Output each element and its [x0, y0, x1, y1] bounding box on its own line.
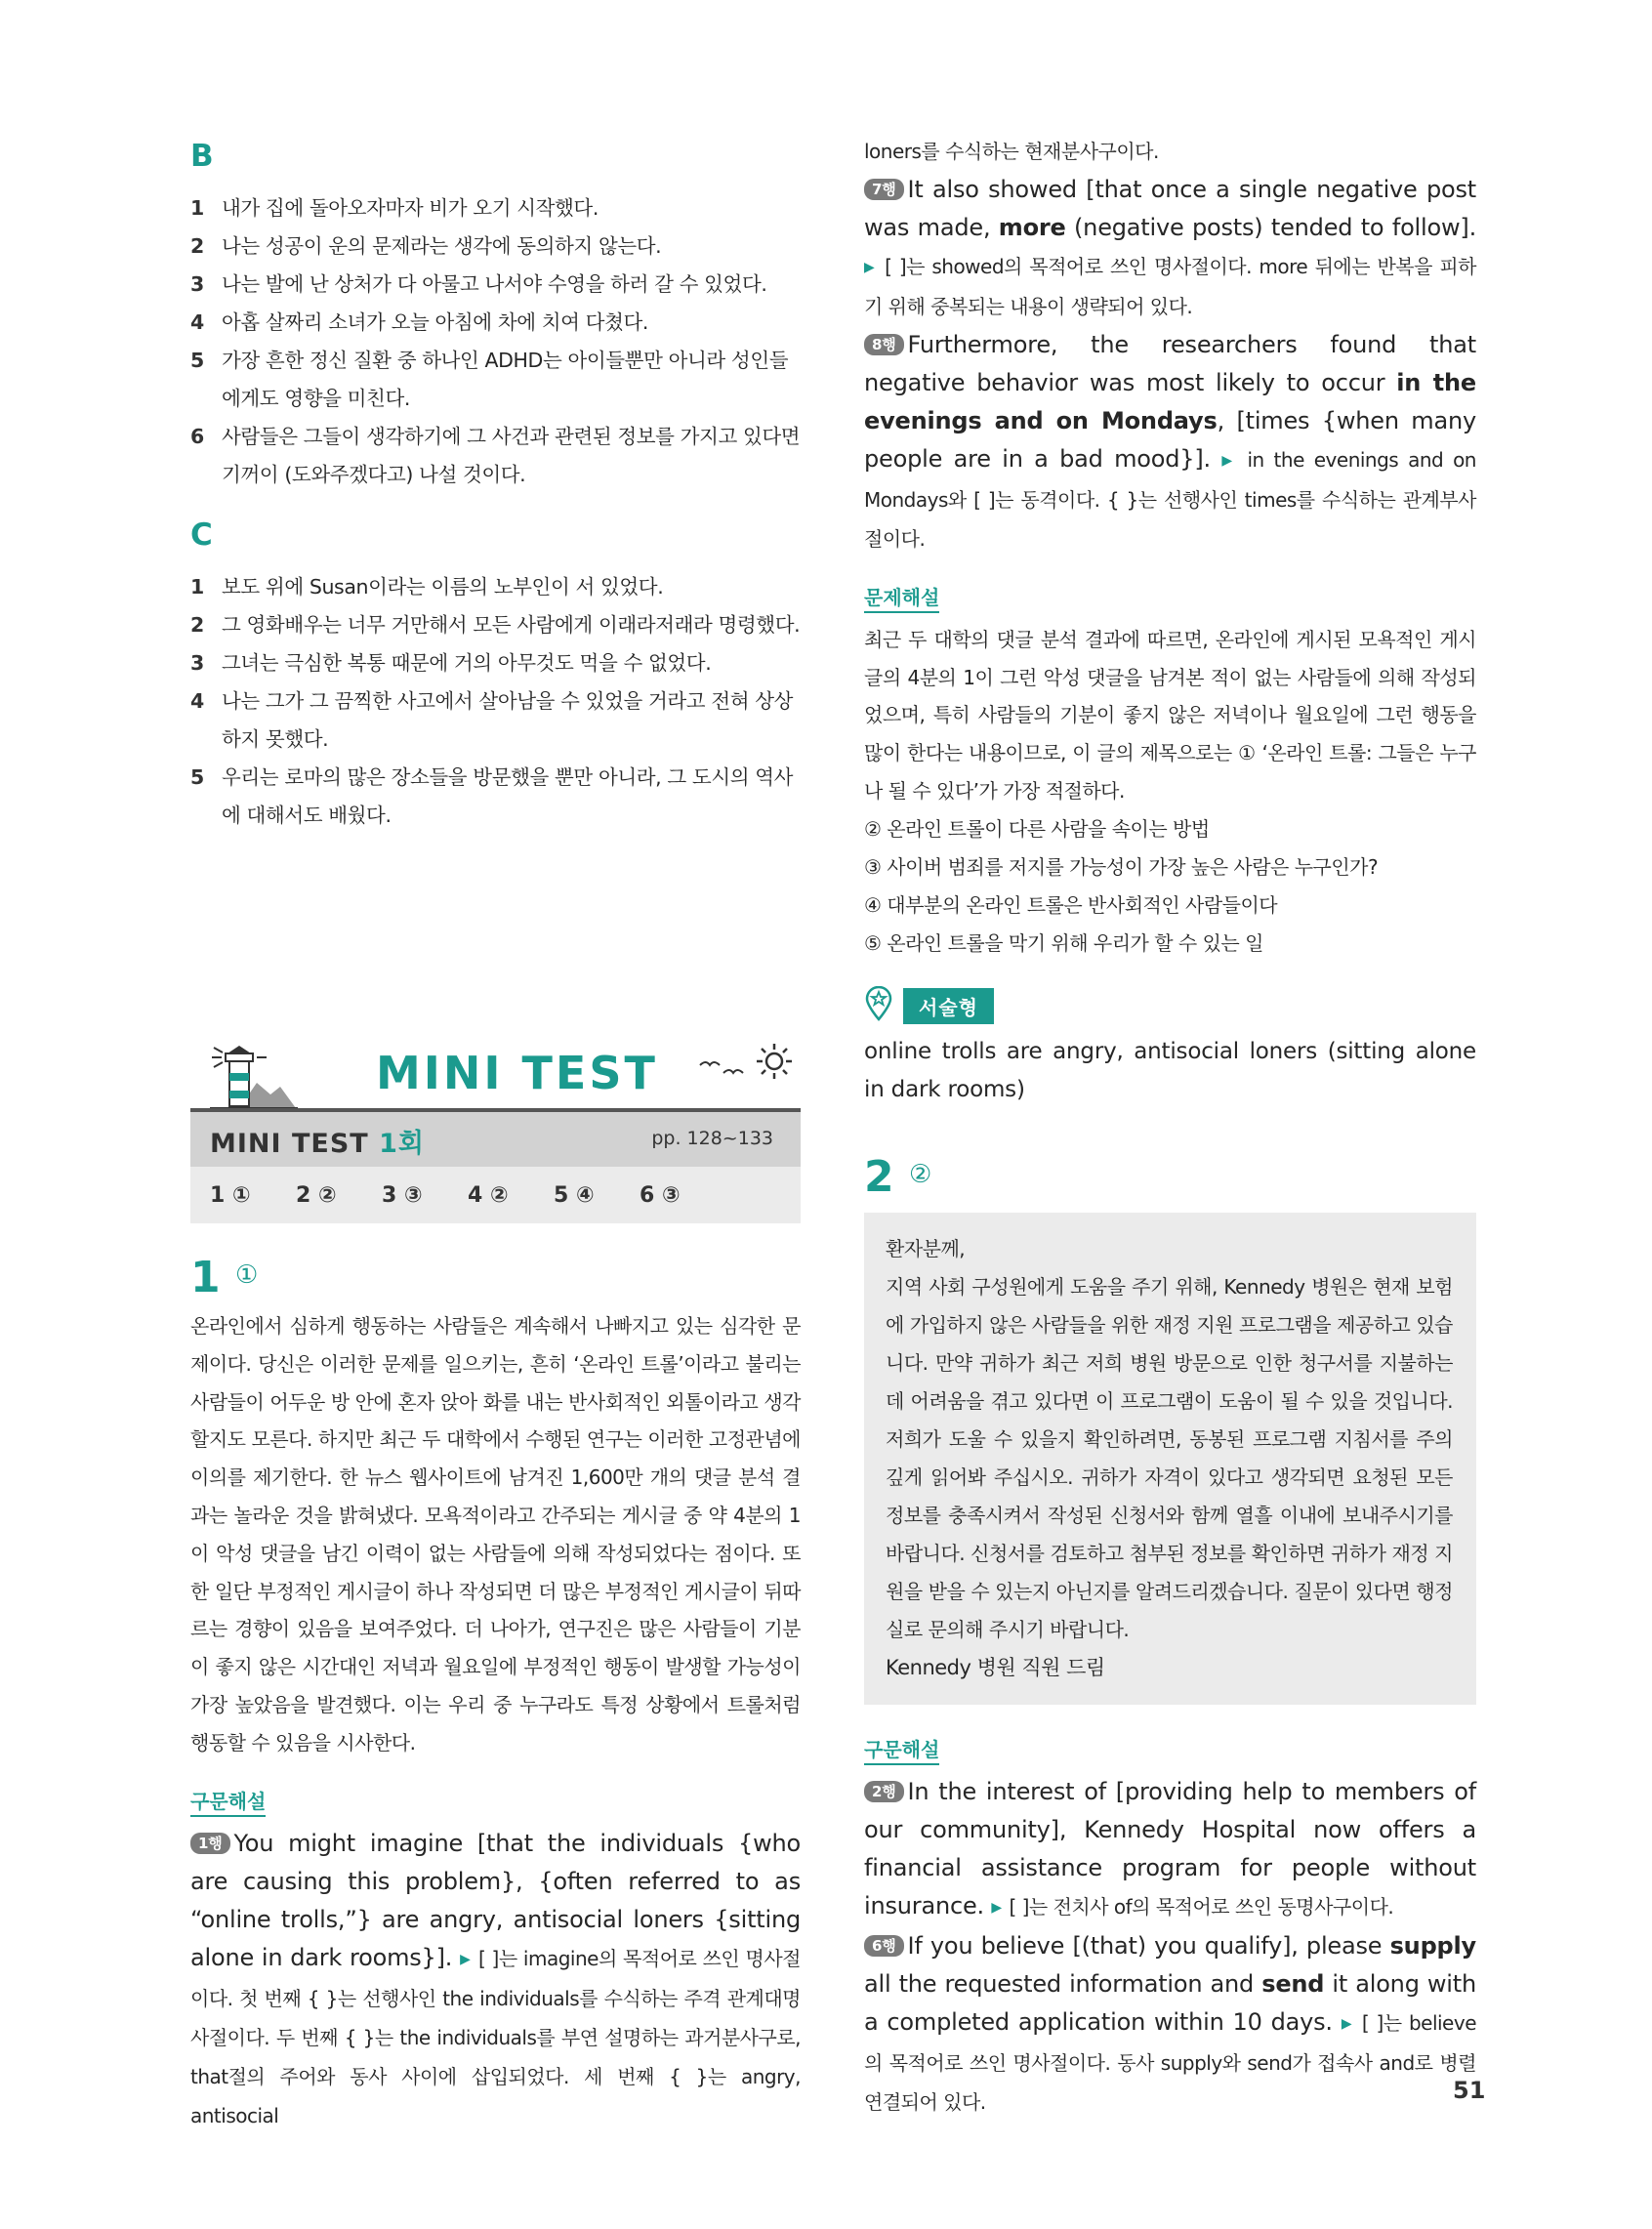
question-2-answer: ②: [909, 1159, 932, 1189]
right-column: [864, 133, 1476, 2122]
triangle-icon: ▶: [460, 1951, 472, 1967]
line-tag: 8행: [864, 334, 904, 355]
letter-signature: Kennedy 병원 직원 드림: [886, 1655, 1105, 1679]
answer-item: 1 ①: [210, 1182, 251, 1208]
lighthouse-icon: [210, 1044, 298, 1110]
list-item: ⑤ 온라인 트롤을 막기 위해 우리가 할 수 있는 일: [864, 930, 1263, 955]
wrong-options-list: [864, 810, 1476, 963]
list-item: 2 나는 성공이 운의 문제라는 생각에 동의하지 않는다.: [190, 234, 662, 258]
problem-heading: 문제해설: [864, 582, 939, 613]
answer-item: 5 ④: [554, 1182, 595, 1208]
page-range: pp. 128~133: [651, 1128, 773, 1149]
list-item: ③ 사이버 범죄를 저지를 가능성이 가장 높은 사람은 누구인가?: [864, 854, 1379, 879]
question-1-translation: 온라인에서 심하게 행동하는 사람들은 계속해서 나빠지고 있는 심각한 문제이다. 당신은 이러한 문제를 일으키는, 흔히 ‘온라인 트롤’이라고 불리는 사람들이 어두운 방 안에 혼자 앉아 화를 내는 반사회적인 외톨이라고 생각할지도 모른다. 하지만 최근 두 대학에서 수행된 연구는 이러한 고정관념에 이의를 제기한다. 한 뉴스 웹사이트에 남겨진 1,600만 개의 댓글 분석 결과는 놀라운 것을 밝혀냈다. 모욕적이라고 간주되는 게시글 중 약 4분의 1이 악성 댓글을 남긴 이력이 없는 사람들에 의해 작성되었다는 점이다. 또한 일단 부정적인 게시글이 하나 작성되면 더 많은 부정적인 게시글이 뒤따르는 경향이 있음을 보여주었다. 더 나아가, 연구진은 많은 사람들이 기분이 좋지 않은 시간대인 저녁과 월요일에 부정적인 행동이 발생할 가능성이 가장 높았음을 발견했다. 이는 우리 중 누구라도 특정 상황에서 트롤처럼 행동할 수 있음을 시사한다.: [190, 1314, 801, 1754]
list-item: 5 가장 흔한 정신 질환 중 하나인 ADHD는 아이들뿐만 아니라 성인들에게도 영향을 미친다.: [190, 349, 789, 410]
seosul-heading: 서술형: [864, 984, 1476, 1027]
question-1-heading: 1 ①: [190, 1253, 259, 1302]
triangle-icon: ▶: [991, 1899, 1002, 1916]
page-number: 51: [1453, 2077, 1486, 2104]
answer-item: 4 ②: [468, 1182, 509, 1208]
map-pin-star-icon: [864, 986, 893, 1021]
triangle-icon: ▶: [864, 259, 877, 275]
section-b-list: [190, 189, 801, 494]
letter-greeting: 환자분께,: [886, 1236, 966, 1260]
grammar-heading: 구문해설: [190, 1786, 266, 1817]
list-item: 3 나는 발에 난 상처가 다 아물고 나서야 수영을 하러 갈 수 있었다.: [190, 272, 767, 296]
mini-test-header: [190, 1108, 801, 1167]
letter-body: 지역 사회 구성원에게 도움을 주기 위해, Kennedy 병원은 현재 보험에 가입하지 않은 사람들을 위한 재정 지원 프로그램을 제공하고 있습니다. 만약 귀하가 최근 저희 병원 방문으로 인한 청구서를 지불하는 데 어려움을 겪고 있다면 이 프로그램이 도움이 될 수 있을 것입니다. 저희가 도울 수 있을지 확인하려면, 동봉된 프로그램 지침서를 주의 깊게 읽어봐 주십시오. 귀하가 자격이 있다고 생각되면 요청된 모든 정보를 충족시켜서 작성된 신청서와 함께 열흘 이내에 보내주시기를 바랍니다. 신청서를 검토하고 첨부된 정보를 확인하면 귀하가 재정 지원을 받을 수 있는지 아닌지를 알려드리겠습니다. 질문이 있다면 행정실로 문의해 주시기 바랍니다.: [886, 1274, 1453, 1641]
grammar-note-6: 6행 If you believe [(that) you qualify], please supply all the requested information and send it along with a completed application within 10 days. ▶ [ ]는 believe의 목적어로 쓰인 명사절이다. 동사 supply와 send가 접속사 and로 병렬 연결되어 있다.: [864, 1931, 1477, 2114]
list-item: 2 그 영화배우는 너무 거만해서 모든 사람에게 이래라저래라 명령했다.: [190, 613, 801, 637]
sun-icon: [755, 1040, 794, 1083]
list-item: 4 나는 그가 그 끔찍한 사고에서 살아남을 수 있었을 거라고 전혀 상상하지 못했다.: [190, 689, 794, 751]
grammar-note-8: 8행 Furthermore, the researchers found that negative behavior was most likely to occur in the evenings and on Mondays, [times {when many people are in a bad mood}]. ▶ in the evenings and on Mondays와 [ ]는 동격이다. { }는 선행사인 times를 수식하는 관계부사절이다.: [864, 330, 1476, 551]
question-1-answer: ①: [235, 1260, 259, 1290]
birds-icon: [698, 1053, 747, 1083]
list-item: 4 아홉 살짜리 소녀가 오늘 아침에 차에 치여 다쳤다.: [190, 310, 648, 334]
list-item: 3 그녀는 극심한 복통 때문에 거의 아무것도 먹을 수 없었다.: [190, 651, 712, 675]
line-tag: 6행: [864, 1935, 904, 1957]
mini-test-banner: [190, 1040, 801, 1108]
answer-item: 3 ③: [382, 1182, 423, 1208]
list-item: 5 우리는 로마의 많은 장소들을 방문했을 뿐만 아니라, 그 도시의 역사에 대해서도 배웠다.: [190, 765, 794, 827]
grammar-note-7: 7행 It also showed [that once a single negative post was made, more (negative posts) tended to follow]. ▶ [ ]는 showed의 목적어로 쓰인 명사절이다. more 뒤에는 반복을 피하기 위해 중복되는 내용이 생략되어 있다.: [864, 175, 1476, 318]
list-item: 1 보도 위에 Susan이라는 이름의 노부인이 서 있었다.: [190, 575, 664, 599]
question-2-heading: 2 ②: [864, 1151, 932, 1202]
answer-item: 6 ③: [640, 1182, 681, 1208]
mini-test-round: MINI TEST 1회: [210, 1129, 425, 1159]
list-item: ② 온라인 트롤이 다른 사람을 속이는 방법: [864, 816, 1210, 841]
list-item: 1 내가 집에 돌아오자마자 비가 오기 시작했다.: [190, 196, 599, 220]
left-column: [190, 137, 801, 2135]
triangle-icon: ▶: [1341, 2015, 1353, 2032]
grammar-note-1: 1행 You might imagine [that the individuals {who are causing this problem}, {often referred to as “online trolls,”} are angry, antisocial loners {sitting alone in dark rooms}]. ▶ [ ]는 imagine의 목적어로 쓰인 명사절이다. 첫 번째 { }는 선행사인 the individuals를 수식하는 주격 관계대명사절이다. 두 번째 { }는 the individuals를 부연 설명하는 과거분사구로, that절의 주어와 동사 사이에 삽입되었다. 세 번째 { }는 angry, antisocial: [190, 1829, 801, 2127]
seosul-answer: online trolls are angry, antisocial loners (sitting alone in dark rooms): [864, 1038, 1476, 1102]
grammar-note-2: 2행 In the interest of [providing help to members of our community], Kennedy Hospital now offers a financial assistance program for people without insurance. ▶ [ ]는 전치사 of의 목적어로 쓰인 동명사구이다.: [864, 1777, 1476, 1919]
grammar-heading: 구문해설: [864, 1734, 939, 1765]
line-tag: 2행: [864, 1781, 904, 1802]
problem-explanation: 최근 두 대학의 댓글 분석 결과에 따르면, 온라인에 게시된 모욕적인 게시글의 4분의 1이 그런 악성 댓글을 남겨본 적이 없는 사람들에 의해 작성되었으며, 특히 사람들의 기분이 좋지 않은 저녁이나 월요일에 그런 행동을 많이 한다는 내용이므로, 이 글의 제목으로는 ① ‘온라인 트롤: 그들은 누구나 될 수 있다’가 가장 적절하다.: [864, 627, 1476, 803]
list-item: 6 사람들은 그들이 생각하기에 그 사건과 관련된 정보를 가지고 있다면 기꺼이 (도와주겠다고) 나설 것이다.: [190, 425, 801, 486]
letter-translation-box: [864, 1213, 1476, 1705]
triangle-icon: ▶: [1221, 452, 1236, 469]
list-item: ④ 대부분의 온라인 트롤은 반사회적인 사람들이다: [864, 892, 1278, 917]
line-tag: 1행: [190, 1833, 230, 1854]
section-c-heading: C: [190, 517, 213, 553]
answer-item: 2 ②: [296, 1182, 337, 1208]
line-tag: 7행: [864, 179, 904, 200]
mini-test-title: MINI TEST: [376, 1047, 658, 1099]
section-b-heading: B: [190, 139, 214, 174]
grammar-note-1-continued: loners를 수식하는 현재분사구이다.: [864, 140, 1159, 163]
section-c-list: [190, 568, 801, 835]
mini-test-answers: [190, 1167, 801, 1223]
